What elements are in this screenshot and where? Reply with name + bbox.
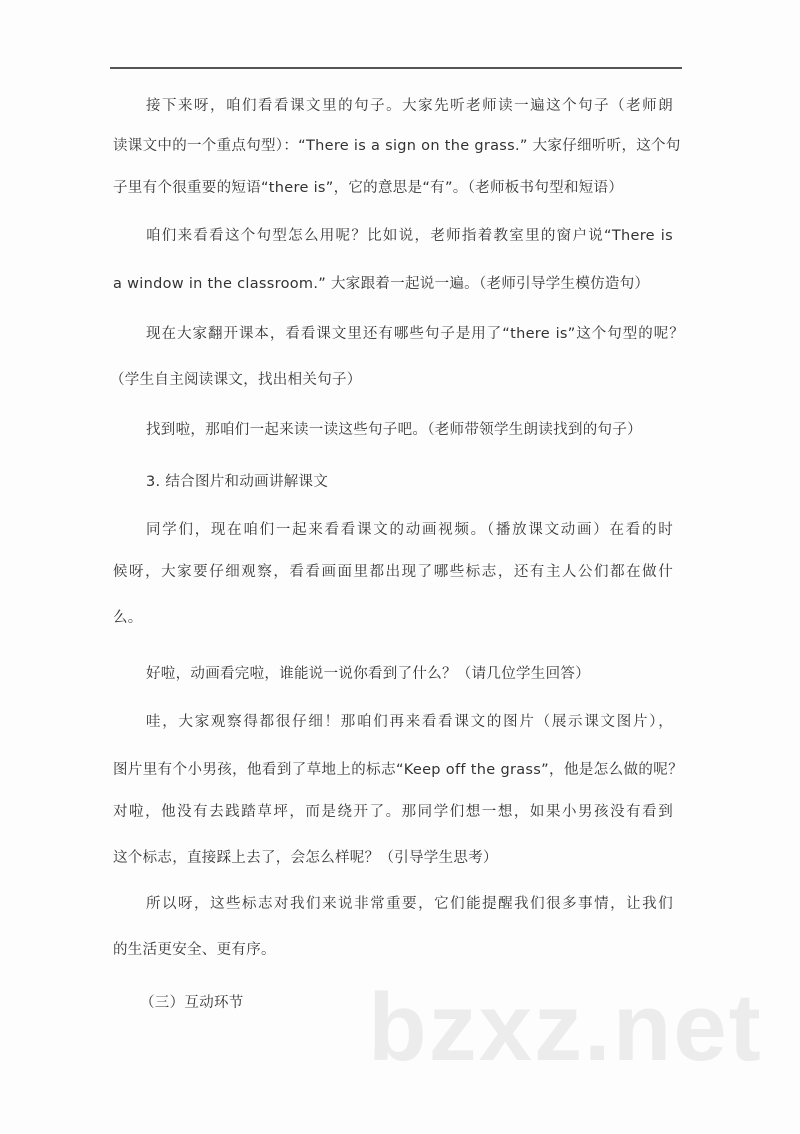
paragraph-line: 好啦，动画看完啦，谁能说一说你看到了什么？（请几位学生回答） [146,666,590,682]
paragraph-line: a window in the classroom.” 大家跟着一起说一遍。（老师引导学生模仿造句） [113,276,650,292]
section-heading: （三）互动环节 [140,995,244,1011]
paragraph-line: （学生自主阅读课文，找出相关句子） [110,372,362,388]
header-rule [110,67,682,69]
section-heading: 3. 结合图片和动画讲解课文 [146,474,329,490]
paragraph-line: 么。 [113,610,143,626]
watermark: bzxz.net [368,974,763,1081]
paragraph-line: 接下来呀，咱们看看课文里的句子。大家先听老师读一遍这个句子（老师朗 [146,98,673,114]
paragraph-line: 读课文中的一个重点句型）：“There is a sign on the grass.” 大家仔细听听，这个句 [113,138,681,154]
paragraph-line: 找到啦，那咱们一起来读一读这些句子吧。（老师带领学生朗读找到的句子） [146,422,642,438]
paragraph-line: 所以呀，这些标志对我们来说非常重要，它们能提醒我们很多事情，让我们 [146,896,673,912]
paragraph-line: 现在大家翻开课本，看看课文里还有哪些句子是用了“there is”这个句型的呢？ [146,326,684,342]
paragraph-line: 子里有个很重要的短语“there is”，它的意思是“有”。（老师板书句型和短语） [113,180,624,196]
paragraph-line: 的生活更安全、更有序。 [113,942,276,958]
paragraph-line: 哇，大家观察得都很仔细！那咱们再来看看课文的图片（展示课文图片）， [146,714,673,730]
paragraph-line: 这个标志，直接踩上去了，会怎么样呢？（引导学生思考） [113,850,498,866]
paragraph-line: 同学们，现在咱们一起来看看课文的动画视频。（播放课文动画）在看的时 [146,522,673,538]
paragraph-line: 图片里有个小男孩，他看到了草地上的标志“Keep off the grass”，他是怎么做的呢？ [113,762,683,778]
paragraph-line: 对啦，他没有去践踏草坪，而是绕开了。那同学们想一想，如果小男孩没有看到 [113,804,673,820]
paragraph-line: 咱们来看看这个句型怎么用呢？比如说，老师指着教室里的窗户说“There is [146,228,673,244]
paragraph-line: 候呀，大家要仔细观察，看看画面里都出现了哪些标志，还有主人公们都在做什 [113,564,673,580]
